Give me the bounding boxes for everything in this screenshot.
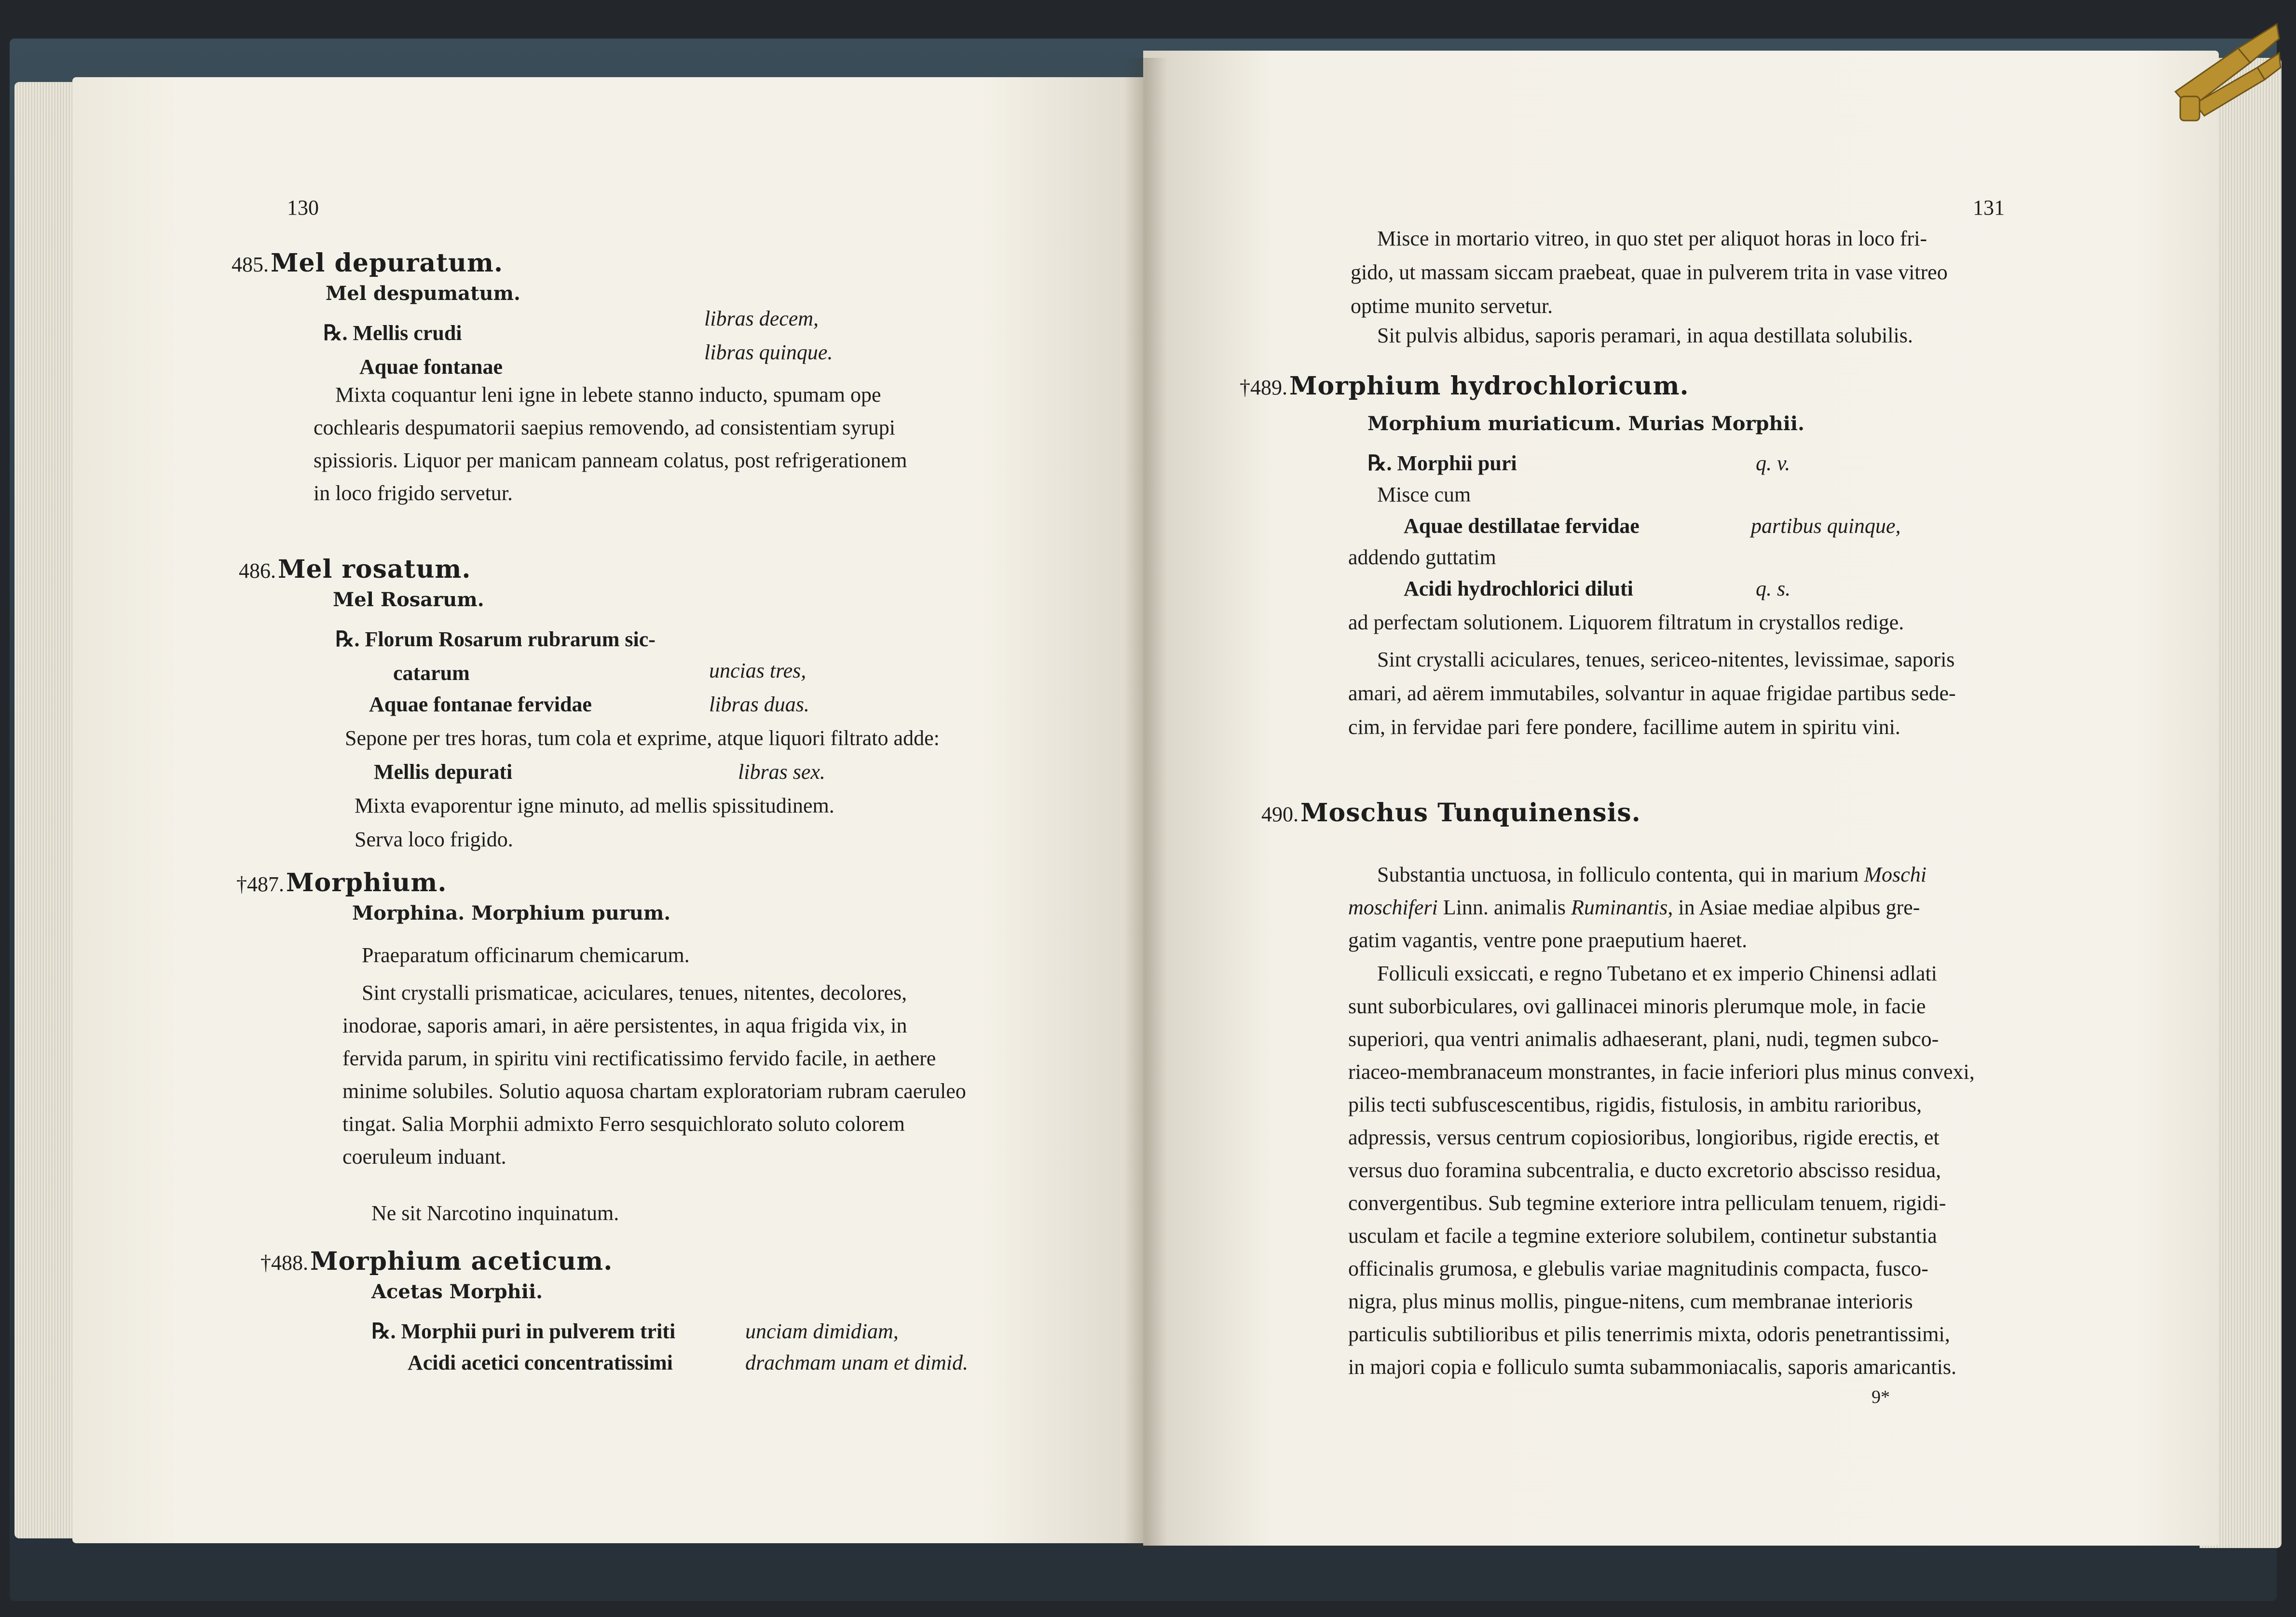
entry-title: Morphium aceticum. bbox=[310, 1247, 613, 1276]
text-span-italic: moschiferi bbox=[1348, 896, 1438, 919]
entry-text: Misce cum bbox=[1377, 483, 1471, 506]
text-line: inodorae, saporis amari, in aëre persistentes, in aqua frigida vix, in bbox=[342, 1014, 907, 1037]
text-line: cim, in fervidae pari fere pondere, facillime autem in spiritu vini. bbox=[1348, 715, 1900, 739]
entry-text bbox=[314, 379, 1066, 510]
entry-text bbox=[1348, 957, 2190, 1384]
text-line: superiori, qua ventri animalis adhaeserant, plani, nudi, tegmen subco- bbox=[1348, 1027, 1939, 1051]
entry-489 bbox=[1240, 371, 1689, 401]
signature-mark: 9* bbox=[1872, 1387, 1890, 1407]
entry-title: Mel depuratum. bbox=[271, 248, 504, 278]
recipe-quantity: q. s. bbox=[1756, 577, 1791, 600]
text-line bbox=[1348, 891, 2190, 924]
recipe-ingredient: ℞. Mellis crudi bbox=[323, 321, 462, 345]
entry-488 bbox=[260, 1247, 613, 1276]
text-line: sunt suborbiculares, ovi gallinacei minoris plerumque mole, in facie bbox=[1348, 994, 1926, 1018]
entry-title: Moschus Tunquinensis. bbox=[1300, 798, 1641, 828]
recipe-quantity: libras sex. bbox=[738, 760, 825, 784]
entry-text: Ne sit Narcotino inquinatum. bbox=[371, 1201, 619, 1225]
book-gutter bbox=[1124, 58, 1167, 1548]
recipe-quantity: libras duas. bbox=[709, 693, 809, 716]
text-line: Misce in mortario vitreo, in quo stet per aliquot horas in loco fri- bbox=[1377, 227, 1927, 250]
text-line: minime solubiles. Solutio aquosa chartam exploratoriam rubram caeruleo bbox=[342, 1079, 966, 1103]
recipe-ingredient: Aquae destillatae fervidae bbox=[1404, 514, 1640, 538]
recipe-ingredient: Acidi acetici concentratissimi bbox=[408, 1351, 673, 1374]
recipe-ingredient: catarum bbox=[393, 661, 470, 685]
entry-number: 485. bbox=[232, 253, 269, 276]
recipe-ingredient: ℞. Morphii puri in pulverem triti bbox=[371, 1319, 676, 1343]
text-line: riaceo-membranaceum monstrantes, in facie inferiori plus minus convexi, bbox=[1348, 1060, 1975, 1084]
text-line: pilis tecti subfuscescentibus, rigidis, fistulosis, in ambitu rarioribus, bbox=[1348, 1093, 1922, 1116]
recipe-quantity: libras quinque. bbox=[704, 340, 833, 364]
text-line: gido, ut massam siccam praebeat, quae in pulverem trita in vase vitreo bbox=[1351, 260, 1948, 284]
entry-text: ad perfectam solutionem. Liquorem filtratum in crystallos redige. bbox=[1348, 611, 1904, 634]
recipe-quantity: unciam dimidiam, bbox=[745, 1319, 899, 1343]
entry-number: 490. bbox=[1261, 802, 1298, 826]
recipe-quantity: libras decem, bbox=[704, 307, 819, 330]
text-line: tingat. Salia Morphii admixto Ferro sesquichlorato soluto colorem bbox=[342, 1112, 905, 1136]
recipe-quantity: drachmam unam et dimid. bbox=[745, 1351, 968, 1374]
recipe-ingredient: Mellis depurati bbox=[374, 760, 513, 784]
text-line: optime munito servetur. bbox=[1351, 294, 1553, 318]
text-line bbox=[1348, 858, 2190, 891]
text-span-italic: Moschi bbox=[1864, 863, 1927, 886]
entry-synonym: Mel Rosarum. bbox=[333, 588, 484, 611]
text-span: Substantia unctuosa, in folliculo contenta, qui in marium bbox=[1377, 863, 1864, 886]
text-span: , in Asiae mediae alpibus gre- bbox=[1667, 896, 1920, 919]
entry-title: Mel rosatum. bbox=[278, 555, 471, 584]
left-page bbox=[72, 77, 1143, 1543]
entry-synonym: Morphium muriaticum. Murias Morphii. bbox=[1367, 412, 1804, 435]
text-line: in majori copia e folliculo sumta subammoniacalis, saporis amaricantis. bbox=[1348, 1355, 1957, 1379]
text-line: Folliculi exsiccati, e regno Tubetano et ex imperio Chinensi adlati bbox=[1377, 962, 1937, 985]
entry-title: Morphium. bbox=[286, 868, 447, 897]
entry-text: Sepone per tres horas, tum cola et exprime, atque liquori filtrato adde: bbox=[345, 726, 940, 750]
recipe-ingredient: Aquae fontanae bbox=[359, 355, 503, 379]
recipe-quantity: partibus quinque, bbox=[1751, 514, 1901, 538]
entry-text bbox=[1348, 643, 2192, 744]
text-line: particulis subtilioribus et pilis tenerrimis mixta, odoris penetrantissimi, bbox=[1348, 1322, 1950, 1346]
entry-synonym: Acetas Morphii. bbox=[371, 1280, 543, 1303]
entry-number: †488. bbox=[260, 1251, 308, 1275]
entry-487 bbox=[236, 868, 447, 897]
text-line: amari, ad aërem immutabiles, solvantur in aquae frigidae partibus sede- bbox=[1348, 681, 1956, 705]
right-page bbox=[1143, 51, 2219, 1546]
text-line: coeruleum induant. bbox=[342, 1145, 506, 1169]
entry-text: Serva loco frigido. bbox=[355, 828, 513, 851]
text-line: Mixta coquantur leni igne in lebete stanno inducto, spumam ope bbox=[335, 383, 881, 407]
entry-490 bbox=[1261, 798, 1641, 828]
recipe-quantity: uncias tres, bbox=[709, 659, 806, 682]
recipe-ingredient: ℞. Morphii puri bbox=[1367, 451, 1517, 475]
text-line: nigra, plus minus mollis, pingue-nitens, cum membranae interioris bbox=[1348, 1290, 1913, 1313]
text-line: spissioris. Liquor per manicam panneam colatus, post refrigerationem bbox=[314, 448, 907, 472]
entry-text: Sit pulvis albidus, saporis peramari, in aqua destillata solubilis. bbox=[1377, 324, 1913, 347]
entry-text bbox=[1348, 858, 2190, 957]
entry-text: Mixta evaporentur igne minuto, ad mellis spissitudinem. bbox=[355, 794, 834, 817]
text-span: Linn. animalis bbox=[1437, 896, 1571, 919]
text-line: convergentibus. Sub tegmine exteriore intra pelliculam tenuem, rigidi- bbox=[1348, 1191, 1946, 1215]
entry-486 bbox=[239, 555, 471, 584]
text-line: fervida parum, in spiritu vini rectificatissimo fervido facile, in aethere bbox=[342, 1046, 936, 1070]
text-span-italic: Ruminantis bbox=[1571, 896, 1668, 919]
recipe-ingredient: Aquae fontanae fervidae bbox=[369, 693, 592, 716]
entry-text: addendo guttatim bbox=[1348, 545, 1496, 569]
entry-text bbox=[342, 977, 1090, 1173]
text-line: Sint crystalli aciculares, tenues, sericeo-nitentes, levissimae, saporis bbox=[1377, 648, 1955, 671]
text-line: gatim vagantis, ventre pone praeputium haeret. bbox=[1348, 928, 1748, 952]
entry-synonym: Morphina. Morphium purum. bbox=[352, 902, 671, 924]
page-clip-icon bbox=[2166, 19, 2282, 130]
text-line: usculam et facile a tegmine exteriore solubilem, continetur substantia bbox=[1348, 1224, 1937, 1248]
text-line: in loco frigido servetur. bbox=[314, 481, 513, 505]
recipe-ingredient: ℞. Florum Rosarum rubrarum sic- bbox=[335, 627, 656, 651]
entry-text bbox=[1351, 222, 2190, 323]
text-line: cochlearis despumatorii saepius removendo, ad consistentiam syrupi bbox=[314, 416, 896, 439]
text-line: adpressis, versus centrum copiosioribus, longioribus, rigide erectis, et bbox=[1348, 1126, 1940, 1149]
entry-title: Morphium hydrochloricum. bbox=[1289, 371, 1689, 401]
entry-number: †487. bbox=[236, 872, 284, 896]
entry-synonym: Mel despumatum. bbox=[326, 282, 520, 305]
entry-number: †489. bbox=[1240, 376, 1287, 399]
text-line: versus duo foramina subcentralia, e ducto excretorio abscisso residua, bbox=[1348, 1158, 1941, 1182]
entry-text: Praeparatum officinarum chemicarum. bbox=[362, 943, 690, 967]
text-line: officinalis grumosa, e glebulis variae magnitudinis compacta, fusco- bbox=[1348, 1257, 1928, 1280]
text-line: Sint crystalli prismaticae, aciculares, tenues, nitentes, decolores, bbox=[362, 981, 907, 1005]
entry-485 bbox=[232, 248, 503, 278]
entry-number: 486. bbox=[239, 559, 276, 583]
recipe-ingredient: Acidi hydrochlorici diluti bbox=[1404, 577, 1633, 600]
recipe-quantity: q. v. bbox=[1756, 451, 1790, 475]
page-number: 130 bbox=[287, 196, 319, 219]
page-number: 131 bbox=[1973, 196, 2005, 219]
